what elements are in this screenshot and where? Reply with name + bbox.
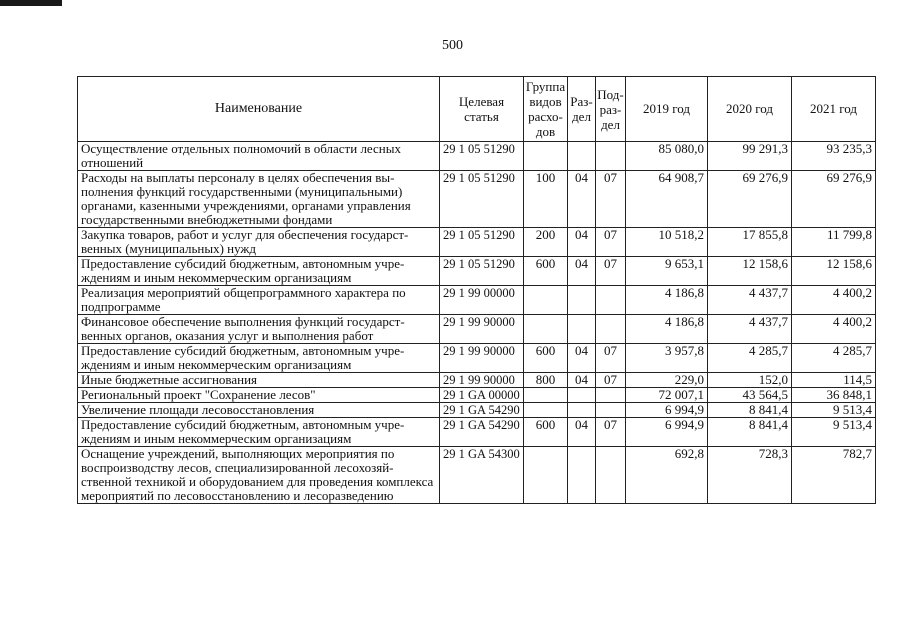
cell-expense-group: 600 <box>524 257 568 286</box>
cell-2019: 692,8 <box>626 447 708 504</box>
cell-2020: 12 158,6 <box>708 257 792 286</box>
header-target-article: Целевая статья <box>440 77 524 142</box>
table-row <box>78 403 876 418</box>
cell-2021: 4 400,2 <box>792 315 876 344</box>
table-row <box>78 447 876 504</box>
cell-section: 04 <box>568 373 596 388</box>
header-expense-group: Группа видов расхо-дов <box>524 77 568 142</box>
header-row <box>78 77 876 142</box>
cell-2019: 6 994,9 <box>626 403 708 418</box>
cell-2021: 12 158,6 <box>792 257 876 286</box>
cell-name: Оснащение учреждений, выполняющих мероприятия по воспроизводству лесов, специализированной лесохозяйственной техникой и оборудованием для проведения комплекса мероприятий по лесовосстановлению и лесоразведению <box>78 447 440 504</box>
cell-2021: 114,5 <box>792 373 876 388</box>
cell-subsection <box>596 142 626 171</box>
cell-2021: 93 235,3 <box>792 142 876 171</box>
cell-name: Предоставление субсидий бюджетным, автономным учреждениям и иным некоммерческим организациям <box>78 418 440 447</box>
cell-2019: 64 908,7 <box>626 171 708 228</box>
cell-2020: 728,3 <box>708 447 792 504</box>
cell-target-article: 29 1 99 00000 <box>440 286 524 315</box>
cell-expense-group <box>524 142 568 171</box>
cell-subsection <box>596 388 626 403</box>
cell-expense-group <box>524 286 568 315</box>
cell-section: 04 <box>568 418 596 447</box>
cell-2019: 4 186,8 <box>626 315 708 344</box>
table-row <box>78 171 876 228</box>
header-2021: 2021 год <box>792 77 876 142</box>
cell-2020: 152,0 <box>708 373 792 388</box>
header-2020: 2020 год <box>708 77 792 142</box>
cell-2019: 10 518,2 <box>626 228 708 257</box>
cell-name: Расходы на выплаты персоналу в целях обеспечения выполнения функций государственными (муниципальными) органами, казенными учреждениями, органами управления государственными внебюджетными фондами <box>78 171 440 228</box>
cell-2019: 3 957,8 <box>626 344 708 373</box>
cell-subsection: 07 <box>596 257 626 286</box>
cell-subsection: 07 <box>596 228 626 257</box>
table-row <box>78 142 876 171</box>
cell-2019: 85 080,0 <box>626 142 708 171</box>
table-row <box>78 257 876 286</box>
cell-target-article: 29 1 GA 54290 <box>440 403 524 418</box>
cell-name: Финансовое обеспечение выполнения функций государственных органов, оказания услуг и выполнения работ <box>78 315 440 344</box>
cell-subsection: 07 <box>596 171 626 228</box>
cell-name: Увеличение площади лесовосстановления <box>78 403 440 418</box>
cell-2021: 9 513,4 <box>792 403 876 418</box>
cell-2020: 43 564,5 <box>708 388 792 403</box>
table-row <box>78 228 876 257</box>
table-body <box>78 142 876 504</box>
cell-subsection: 07 <box>596 344 626 373</box>
cell-2019: 6 994,9 <box>626 418 708 447</box>
cell-subsection: 07 <box>596 418 626 447</box>
cell-expense-group: 600 <box>524 418 568 447</box>
budget-table <box>77 76 876 504</box>
cell-2021: 69 276,9 <box>792 171 876 228</box>
cell-expense-group: 800 <box>524 373 568 388</box>
cell-target-article: 29 1 05 51290 <box>440 171 524 228</box>
cell-section <box>568 142 596 171</box>
cell-2021: 4 285,7 <box>792 344 876 373</box>
cell-target-article: 29 1 GA 54290 <box>440 418 524 447</box>
cell-2021: 11 799,8 <box>792 228 876 257</box>
cell-section <box>568 286 596 315</box>
cell-expense-group <box>524 447 568 504</box>
scan-corner-mark <box>0 0 62 6</box>
cell-2019: 4 186,8 <box>626 286 708 315</box>
header-name: Наименование <box>78 77 440 142</box>
cell-target-article: 29 1 99 90000 <box>440 315 524 344</box>
cell-section: 04 <box>568 344 596 373</box>
cell-name: Предоставление субсидий бюджетным, автономным учреждениям и иным некоммерческим организациям <box>78 257 440 286</box>
table-row <box>78 315 876 344</box>
cell-2020: 4 437,7 <box>708 315 792 344</box>
cell-2021: 4 400,2 <box>792 286 876 315</box>
cell-target-article: 29 1 99 90000 <box>440 373 524 388</box>
cell-name: Реализация мероприятий общепрограммного характера по подпрограмме <box>78 286 440 315</box>
cell-name: Осуществление отдельных полномочий в области лесных отношений <box>78 142 440 171</box>
cell-expense-group <box>524 403 568 418</box>
cell-2019: 9 653,1 <box>626 257 708 286</box>
cell-section <box>568 447 596 504</box>
header-2019: 2019 год <box>626 77 708 142</box>
cell-section <box>568 403 596 418</box>
page-number: 500 <box>442 38 463 53</box>
cell-2021: 9 513,4 <box>792 418 876 447</box>
header-section: Раз-дел <box>568 77 596 142</box>
cell-expense-group <box>524 315 568 344</box>
cell-2021: 782,7 <box>792 447 876 504</box>
cell-expense-group: 200 <box>524 228 568 257</box>
cell-expense-group: 100 <box>524 171 568 228</box>
table-row <box>78 286 876 315</box>
table-row <box>78 388 876 403</box>
cell-2020: 4 285,7 <box>708 344 792 373</box>
cell-2019: 229,0 <box>626 373 708 388</box>
cell-subsection: 07 <box>596 373 626 388</box>
cell-2019: 72 007,1 <box>626 388 708 403</box>
cell-target-article: 29 1 GA 54300 <box>440 447 524 504</box>
cell-expense-group <box>524 388 568 403</box>
table-row <box>78 418 876 447</box>
cell-target-article: 29 1 GA 00000 <box>440 388 524 403</box>
cell-expense-group: 600 <box>524 344 568 373</box>
cell-section: 04 <box>568 228 596 257</box>
cell-subsection <box>596 447 626 504</box>
cell-2021: 36 848,1 <box>792 388 876 403</box>
header-subsection: Под-раз-дел <box>596 77 626 142</box>
cell-subsection <box>596 315 626 344</box>
cell-2020: 8 841,4 <box>708 403 792 418</box>
cell-name: Иные бюджетные ассигнования <box>78 373 440 388</box>
cell-subsection <box>596 286 626 315</box>
cell-subsection <box>596 403 626 418</box>
cell-section: 04 <box>568 171 596 228</box>
cell-name: Региональный проект "Сохранение лесов" <box>78 388 440 403</box>
cell-name: Предоставление субсидий бюджетным, автономным учреждениям и иным некоммерческим организациям <box>78 344 440 373</box>
cell-2020: 69 276,9 <box>708 171 792 228</box>
cell-section: 04 <box>568 257 596 286</box>
cell-target-article: 29 1 05 51290 <box>440 257 524 286</box>
cell-section <box>568 315 596 344</box>
cell-2020: 4 437,7 <box>708 286 792 315</box>
cell-2020: 17 855,8 <box>708 228 792 257</box>
cell-section <box>568 388 596 403</box>
cell-2020: 8 841,4 <box>708 418 792 447</box>
cell-target-article: 29 1 05 51290 <box>440 228 524 257</box>
cell-target-article: 29 1 05 51290 <box>440 142 524 171</box>
cell-2020: 99 291,3 <box>708 142 792 171</box>
table-row <box>78 344 876 373</box>
cell-name: Закупка товаров, работ и услуг для обеспечения государственных (муниципальных) нужд <box>78 228 440 257</box>
cell-target-article: 29 1 99 90000 <box>440 344 524 373</box>
table-row <box>78 373 876 388</box>
